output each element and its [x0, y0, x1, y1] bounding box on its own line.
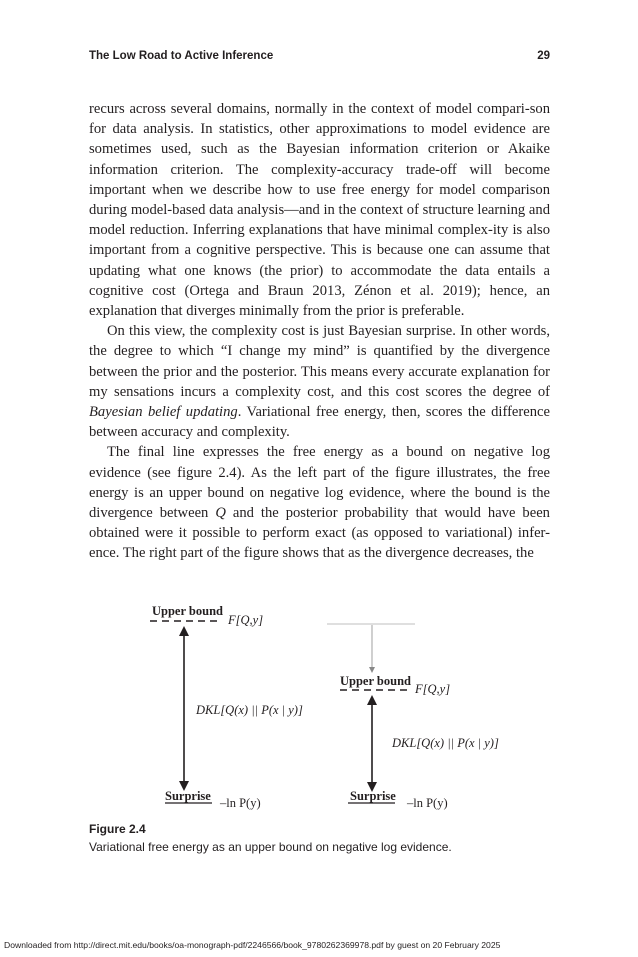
right-upper-bound-label: Upper bound: [340, 674, 411, 688]
left-free-energy-label: F[Q,y]: [228, 613, 264, 627]
right-divergence-label: DKL[Q(x) || P(x | y)]: [392, 736, 499, 750]
right-free-energy-label: F[Q,y]: [415, 682, 451, 696]
right-surprise-label: Surprise: [350, 789, 396, 803]
chapter-title: The Low Road to Active Inference: [89, 50, 274, 62]
running-head: [89, 48, 550, 68]
right-neg-log-evidence-label: –ln P(y): [407, 796, 448, 810]
figure-caption-title: Figure 2.4: [89, 822, 146, 836]
emphasis-q: Q: [215, 505, 226, 522]
figure-diagram: [0, 596, 638, 826]
left-divergence-label: DKL[Q(x) || P(x | y)]: [196, 703, 303, 717]
emphasis-bayesian-belief-updating: Bayesian belief updating: [89, 404, 238, 421]
figure-caption-text: Variational free energy as an upper bound on negative log evidence.: [89, 840, 452, 854]
left-surprise-label: Surprise: [165, 789, 211, 803]
download-footer: Downloaded from http://direct.mit.edu/books/oa-monograph-pdf/2246566/book_9780262369978.pdf by guest on 20 February 2025: [4, 940, 501, 950]
left-neg-log-evidence-label: –ln P(y): [220, 796, 261, 810]
paragraph-1: recurs across several domains, normally in the context of model compari-son for data analysis. In statistics, other approximations to model evidence are sometimes used, such as the Bayesian information criterion or Akaike information criterion. The complexity-accuracy trade-off will become important when we describe how to use free energy for model comparison during model-based data analysis—and in the context of structure learning and model reduction. Inferring explanations that have minimal complex-ity is also important from a cognitive perspective. This is because one can assume that updating what one knows (the prior) to accommodate the data entails a cognitive cost (Ortega and Braun 2013, Zénon et al. 2019); hence, an explanation that diverges minimally from the prior is preferable.: [89, 101, 550, 320]
left-upper-bound-label: Upper bound: [152, 604, 223, 618]
figure-2-4: [0, 596, 638, 826]
paragraph-2: On this view, the complexity cost is just Bayesian surprise. In other words, the degree to which “I change my mind” is quantified by the divergence between the prior and the posterior. This means every accurate explanation for my sensations incurs a complexity cost, and this cost scores the degree of Bayesian belief updating. Variational free energy, then, scores the difference between accuracy and complexity.: [89, 323, 550, 441]
page-number: 29: [537, 50, 550, 62]
body-text: [89, 99, 550, 564]
paragraph-3: The final line expresses the free energy as a bound on negative log evidence (see figure 2.4). As the left part of the figure illustrates, the free energy is an upper bound on negative log evidence, where the bound is the divergence between Q and the posterior probability that would have been obtained were it possible to perform exact (as opposed to variational) infer-ence. The right part of the figure shows that as the divergence decreases, the: [89, 444, 550, 562]
